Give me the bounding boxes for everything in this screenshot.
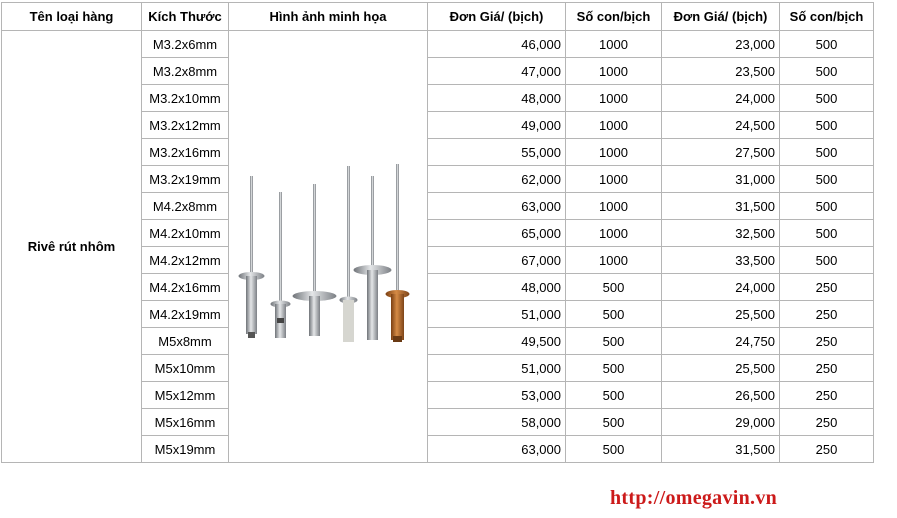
- count-cell-2: 250: [780, 382, 874, 409]
- price-cell-1: 65,000: [428, 220, 566, 247]
- count-cell-1: 1000: [566, 193, 662, 220]
- table-body: [2, 31, 874, 463]
- count-cell-2: 250: [780, 409, 874, 436]
- header-row: [2, 3, 874, 31]
- size-cell: M5x19mm: [142, 436, 229, 463]
- price-cell-2: 24,000: [662, 274, 780, 301]
- size-cell: M3.2x6mm: [142, 31, 229, 58]
- size-cell: M4.2x8mm: [142, 193, 229, 220]
- count-cell-1: 500: [566, 382, 662, 409]
- header-count-1: Số con/bịch: [566, 3, 662, 31]
- count-cell-1: 1000: [566, 166, 662, 193]
- price-cell-1: 49,000: [428, 112, 566, 139]
- website-url[interactable]: http://omegavin.vn: [610, 487, 778, 509]
- header-count-2: Số con/bịch: [780, 3, 874, 31]
- price-cell-2: 24,000: [662, 85, 780, 112]
- header-image: Hình ảnh minh họa: [229, 3, 428, 31]
- header-price-2: Đơn Giá/ (bịch): [662, 3, 780, 31]
- price-cell-2: 29,000: [662, 409, 780, 436]
- header-name: Tên loại hàng: [2, 3, 142, 31]
- price-cell-2: 31,000: [662, 166, 780, 193]
- price-cell-2: 31,500: [662, 193, 780, 220]
- count-cell-2: 500: [780, 166, 874, 193]
- price-cell-2: 23,000: [662, 31, 780, 58]
- price-cell-1: 46,000: [428, 31, 566, 58]
- table-row: [2, 31, 874, 58]
- price-cell-1: 63,000: [428, 193, 566, 220]
- count-cell-2: 500: [780, 85, 874, 112]
- price-cell-2: 31,500: [662, 436, 780, 463]
- size-cell: M5x12mm: [142, 382, 229, 409]
- size-cell: M3.2x8mm: [142, 58, 229, 85]
- size-cell: M3.2x16mm: [142, 139, 229, 166]
- size-cell: M3.2x12mm: [142, 112, 229, 139]
- count-cell-1: 500: [566, 409, 662, 436]
- price-cell-1: 62,000: [428, 166, 566, 193]
- count-cell-2: 250: [780, 274, 874, 301]
- count-cell-1: 500: [566, 355, 662, 382]
- count-cell-1: 1000: [566, 247, 662, 274]
- price-cell-1: 53,000: [428, 382, 566, 409]
- product-name: Rivê rút nhôm: [2, 31, 142, 463]
- rivet-illustration-icon: [233, 142, 423, 352]
- price-cell-2: 25,500: [662, 301, 780, 328]
- price-cell-1: 48,000: [428, 274, 566, 301]
- price-cell-2: 23,500: [662, 58, 780, 85]
- size-cell: M5x16mm: [142, 409, 229, 436]
- header-size: Kích Thước: [142, 3, 229, 31]
- count-cell-2: 500: [780, 220, 874, 247]
- size-cell: M4.2x10mm: [142, 220, 229, 247]
- price-cell-1: 58,000: [428, 409, 566, 436]
- count-cell-1: 1000: [566, 139, 662, 166]
- price-cell-1: 48,000: [428, 85, 566, 112]
- count-cell-1: 1000: [566, 85, 662, 112]
- count-cell-2: 250: [780, 301, 874, 328]
- size-cell: M5x8mm: [142, 328, 229, 355]
- price-cell-1: 49,500: [428, 328, 566, 355]
- count-cell-2: 500: [780, 58, 874, 85]
- price-cell-1: 47,000: [428, 58, 566, 85]
- header-price-1: Đơn Giá/ (bịch): [428, 3, 566, 31]
- count-cell-1: 500: [566, 328, 662, 355]
- count-cell-2: 500: [780, 139, 874, 166]
- price-cell-2: 25,500: [662, 355, 780, 382]
- price-cell-2: 27,500: [662, 139, 780, 166]
- price-cell-1: 67,000: [428, 247, 566, 274]
- count-cell-2: 500: [780, 247, 874, 274]
- size-cell: M4.2x19mm: [142, 301, 229, 328]
- count-cell-2: 500: [780, 112, 874, 139]
- count-cell-2: 500: [780, 193, 874, 220]
- size-cell: M4.2x12mm: [142, 247, 229, 274]
- price-cell-2: 24,500: [662, 112, 780, 139]
- size-cell: M3.2x10mm: [142, 85, 229, 112]
- price-cell-1: 51,000: [428, 301, 566, 328]
- size-cell: M5x10mm: [142, 355, 229, 382]
- count-cell-1: 1000: [566, 220, 662, 247]
- size-cell: M3.2x19mm: [142, 166, 229, 193]
- product-image: [229, 31, 428, 463]
- count-cell-1: 500: [566, 274, 662, 301]
- price-cell-1: 63,000: [428, 436, 566, 463]
- count-cell-1: 500: [566, 436, 662, 463]
- size-cell: M4.2x16mm: [142, 274, 229, 301]
- price-table: [1, 2, 874, 463]
- count-cell-1: 1000: [566, 58, 662, 85]
- price-cell-2: 33,500: [662, 247, 780, 274]
- price-cell-2: 26,500: [662, 382, 780, 409]
- price-cell-2: 32,500: [662, 220, 780, 247]
- price-cell-1: 55,000: [428, 139, 566, 166]
- price-cell-2: 24,750: [662, 328, 780, 355]
- count-cell-2: 250: [780, 328, 874, 355]
- count-cell-1: 1000: [566, 31, 662, 58]
- count-cell-2: 500: [780, 31, 874, 58]
- price-cell-1: 51,000: [428, 355, 566, 382]
- count-cell-2: 250: [780, 436, 874, 463]
- count-cell-2: 250: [780, 355, 874, 382]
- count-cell-1: 1000: [566, 112, 662, 139]
- count-cell-1: 500: [566, 301, 662, 328]
